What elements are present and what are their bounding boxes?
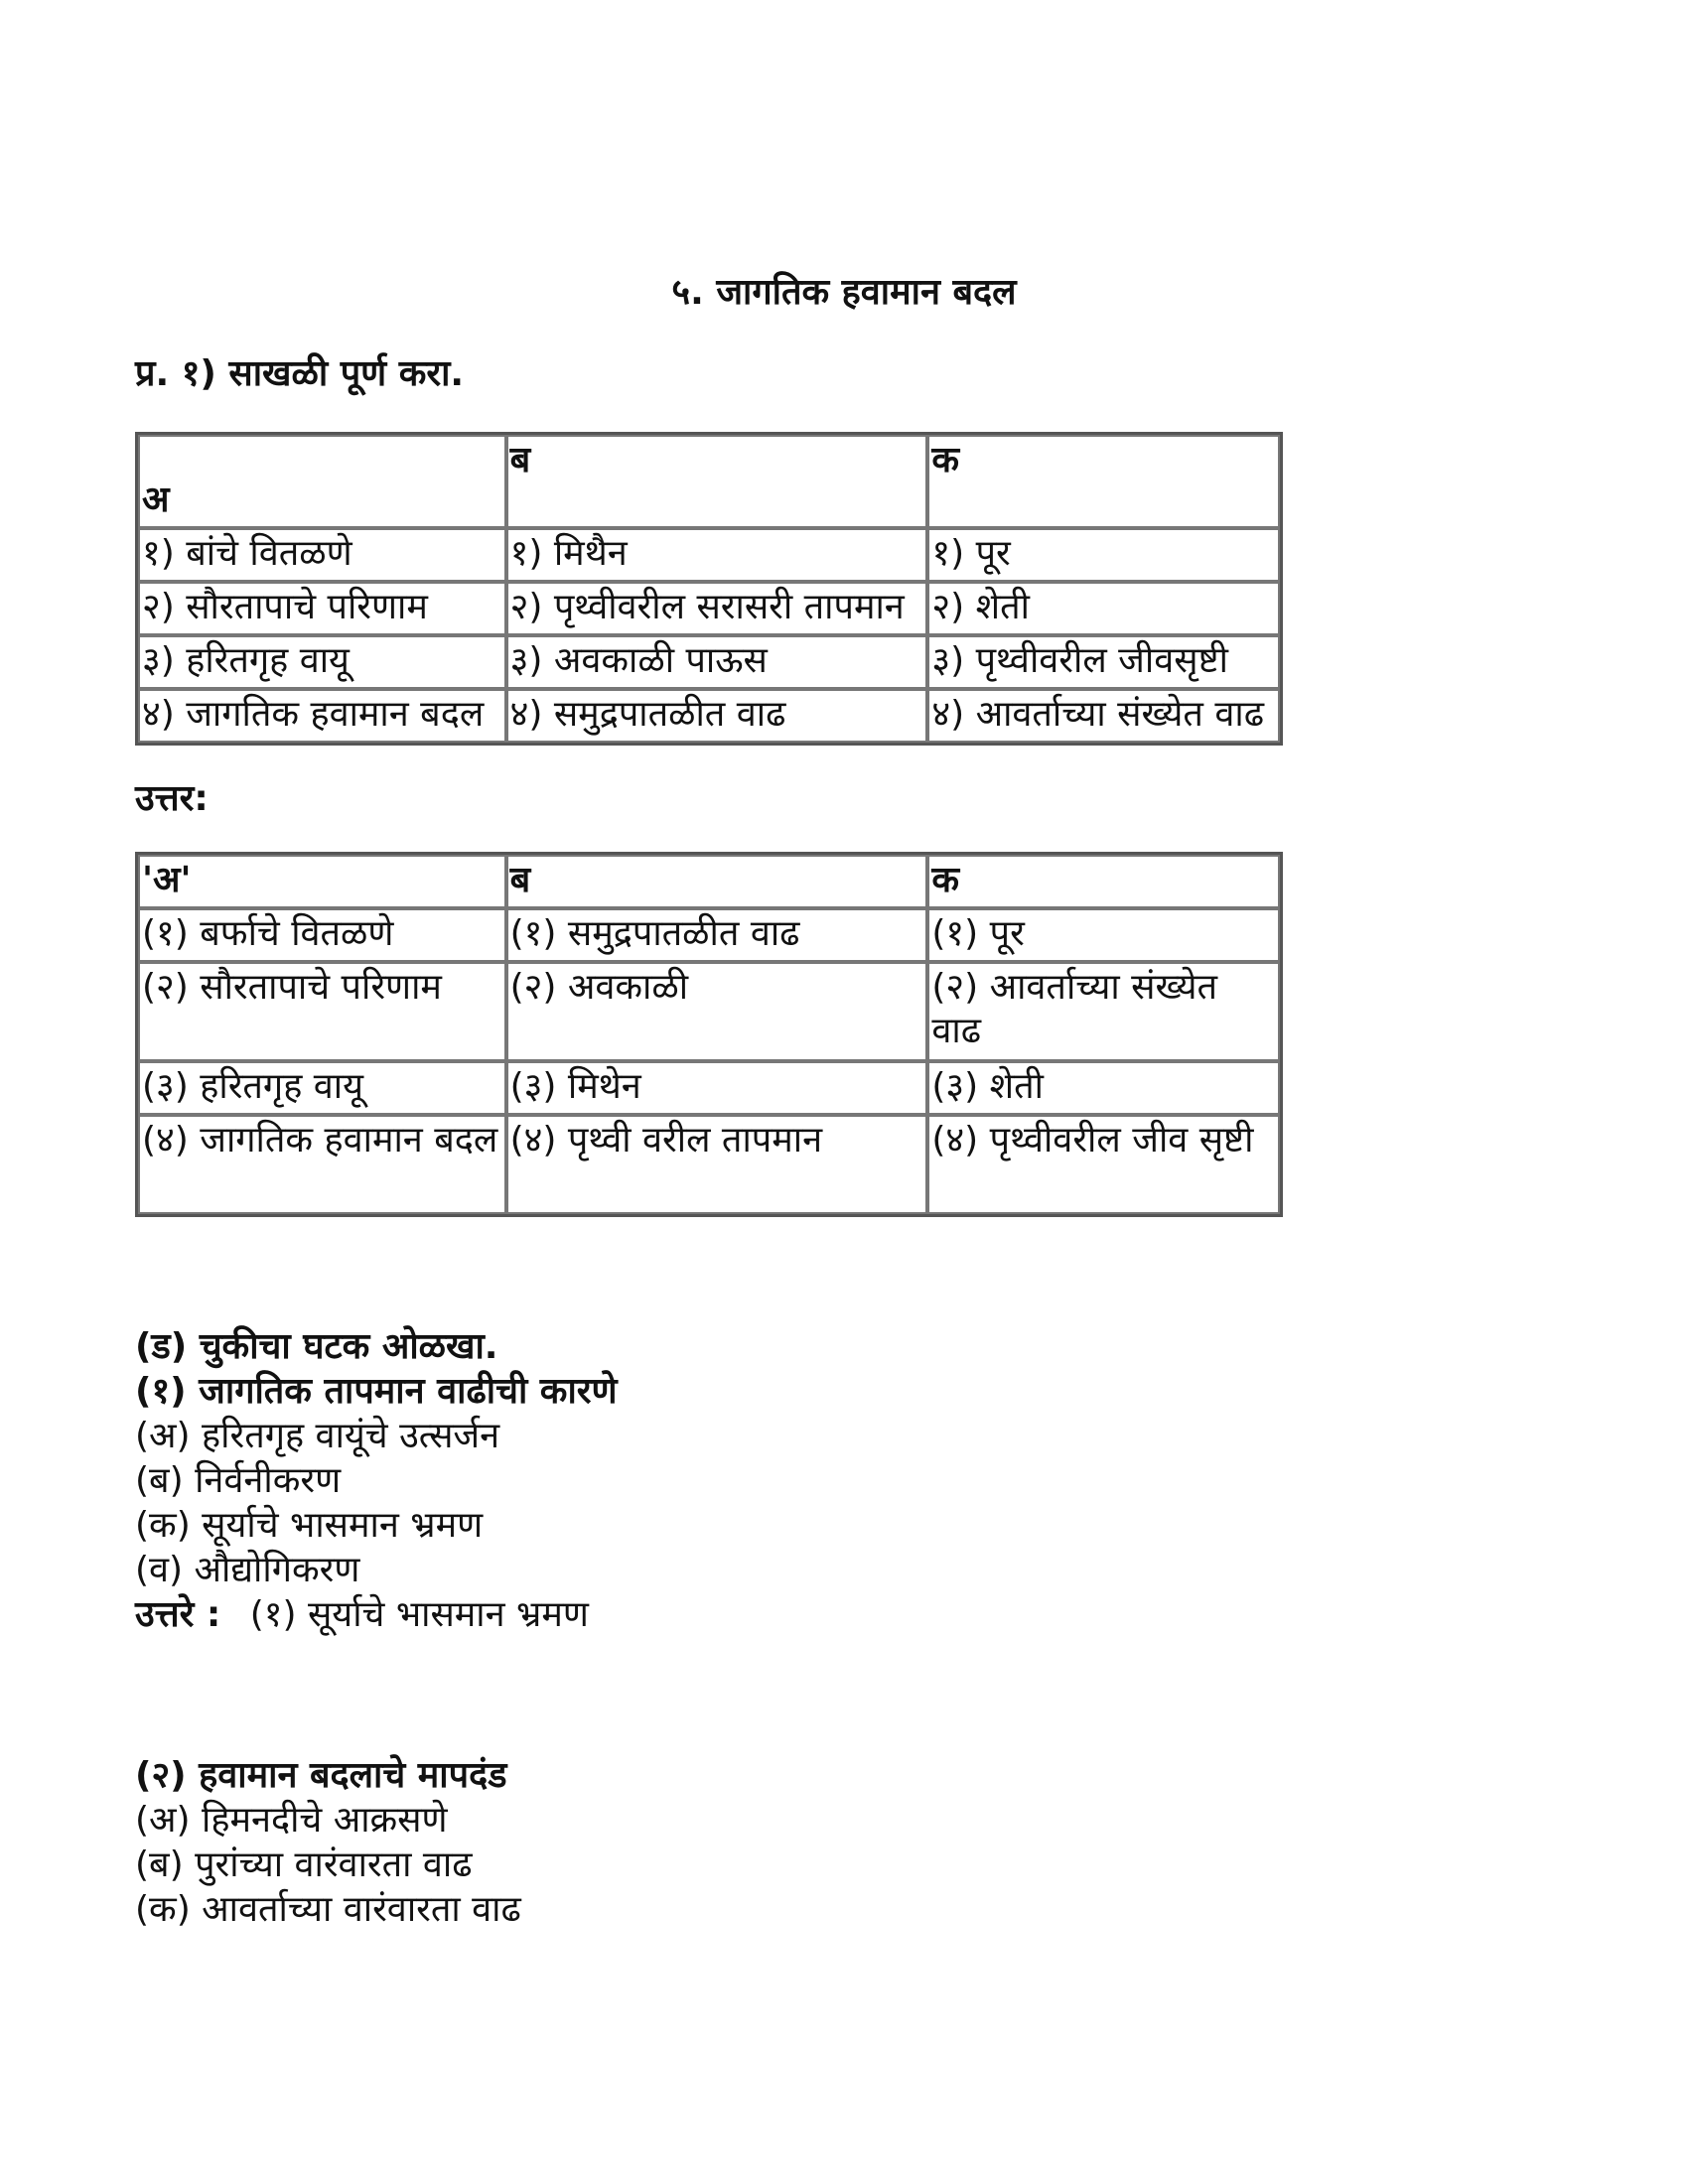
table-cell: ३) पृथ्वीवरील जीवसृष्टी — [927, 635, 1280, 689]
section-d — [135, 1324, 618, 1637]
option-item: (ब) निर्वनीकरण — [135, 1460, 342, 1501]
table-row — [138, 582, 1280, 635]
table-cell: ४) जागतिक हवामान बदल — [138, 689, 506, 743]
table-cell: ३) अवकाळी पाऊस — [506, 635, 928, 689]
table-cell: १) बांचे वितळणे — [138, 528, 506, 582]
header-cell-a: अ — [138, 435, 506, 528]
table-cell: (२) सौरतापाचे परिणाम — [138, 962, 506, 1061]
table-cell: (३) मिथेन — [506, 1061, 928, 1115]
table-cell: (४) पृथ्वी वरील तापमान — [506, 1115, 928, 1214]
question1-table — [135, 432, 1283, 746]
table-cell: (१) पूर — [927, 908, 1280, 962]
table-cell: (२) अवकाळी — [506, 962, 928, 1061]
table-cell: (४) पृथ्वीवरील जीव सृष्टी — [927, 1115, 1280, 1214]
header-cell-a: 'अ' — [138, 855, 506, 908]
option-item: (अ) हरितगृह वायूंचे उत्सर्जन — [135, 1416, 500, 1456]
question-title: (१) जागतिक तापमान वाढीची कारणे — [135, 1371, 618, 1412]
answer-table — [135, 852, 1283, 1217]
table-row — [138, 908, 1280, 962]
table-cell: (३) हरितगृह वायू — [138, 1061, 506, 1115]
table-cell: (३) शेती — [927, 1061, 1280, 1115]
table-row — [138, 1061, 1280, 1115]
question1-heading: प्र. १) साखळी पूर्ण करा. — [135, 353, 465, 394]
option-item: (ब) पुरांच्या वारंवारता वाढ — [135, 1844, 473, 1885]
table-cell: (१) समुद्रपातळीत वाढ — [506, 908, 928, 962]
table-cell: २) सौरतापाचे परिणाम — [138, 582, 506, 635]
table-row — [138, 962, 1280, 1061]
answer-text: (१) सूर्याचे भासमान भ्रमण — [249, 1594, 589, 1635]
section-2 — [135, 1753, 521, 1932]
table-row — [138, 528, 1280, 582]
section-d-heading: (ड) चुकीचा घटक ओळखा. — [135, 1326, 498, 1367]
table-cell: १) मिथैन — [506, 528, 928, 582]
table-cell: (४) जागतिक हवामान बदल — [138, 1115, 506, 1214]
option-item: (व) औद्योगिकरण — [135, 1550, 360, 1590]
table-cell: २) शेती — [927, 582, 1280, 635]
page-title: ५. जागतिक हवामान बदल — [671, 272, 1017, 313]
table-cell: ३) हरितगृह वायू — [138, 635, 506, 689]
option-item: (क) सूर्याचे भासमान भ्रमण — [135, 1505, 484, 1546]
header-cell-c: क — [927, 855, 1280, 908]
table-cell: (२) आवर्ताच्या संख्येत वाढ — [927, 962, 1280, 1061]
table-cell: ४) समुद्रपातळीत वाढ — [506, 689, 928, 743]
table-cell: २) पृथ्वीवरील सरासरी तापमान — [506, 582, 928, 635]
option-item: (अ) हिमनदीचे आक्रसणे — [135, 1800, 448, 1841]
header-cell-c: क — [927, 435, 1280, 528]
table-cell: १) पूर — [927, 528, 1280, 582]
answer-label: उत्तरे : — [135, 1594, 221, 1635]
question-title: (२) हवामान बदलाचे मापदंड — [135, 1755, 507, 1796]
table-row — [138, 635, 1280, 689]
table-row — [138, 689, 1280, 743]
table-cell: (१) बर्फाचे वितळणे — [138, 908, 506, 962]
answer-heading: उत्तर: — [135, 778, 209, 819]
header-cell-b: ब — [506, 855, 928, 908]
table-header-row — [138, 855, 1280, 908]
option-item: (क) आवर्ताच्या वारंवारता वाढ — [135, 1889, 521, 1930]
table-cell: ४) आवर्ताच्या संख्येत वाढ — [927, 689, 1280, 743]
table-row — [138, 1115, 1280, 1214]
header-cell-b: ब — [506, 435, 928, 528]
answer-line — [135, 1592, 618, 1637]
table-header-row — [138, 435, 1280, 528]
